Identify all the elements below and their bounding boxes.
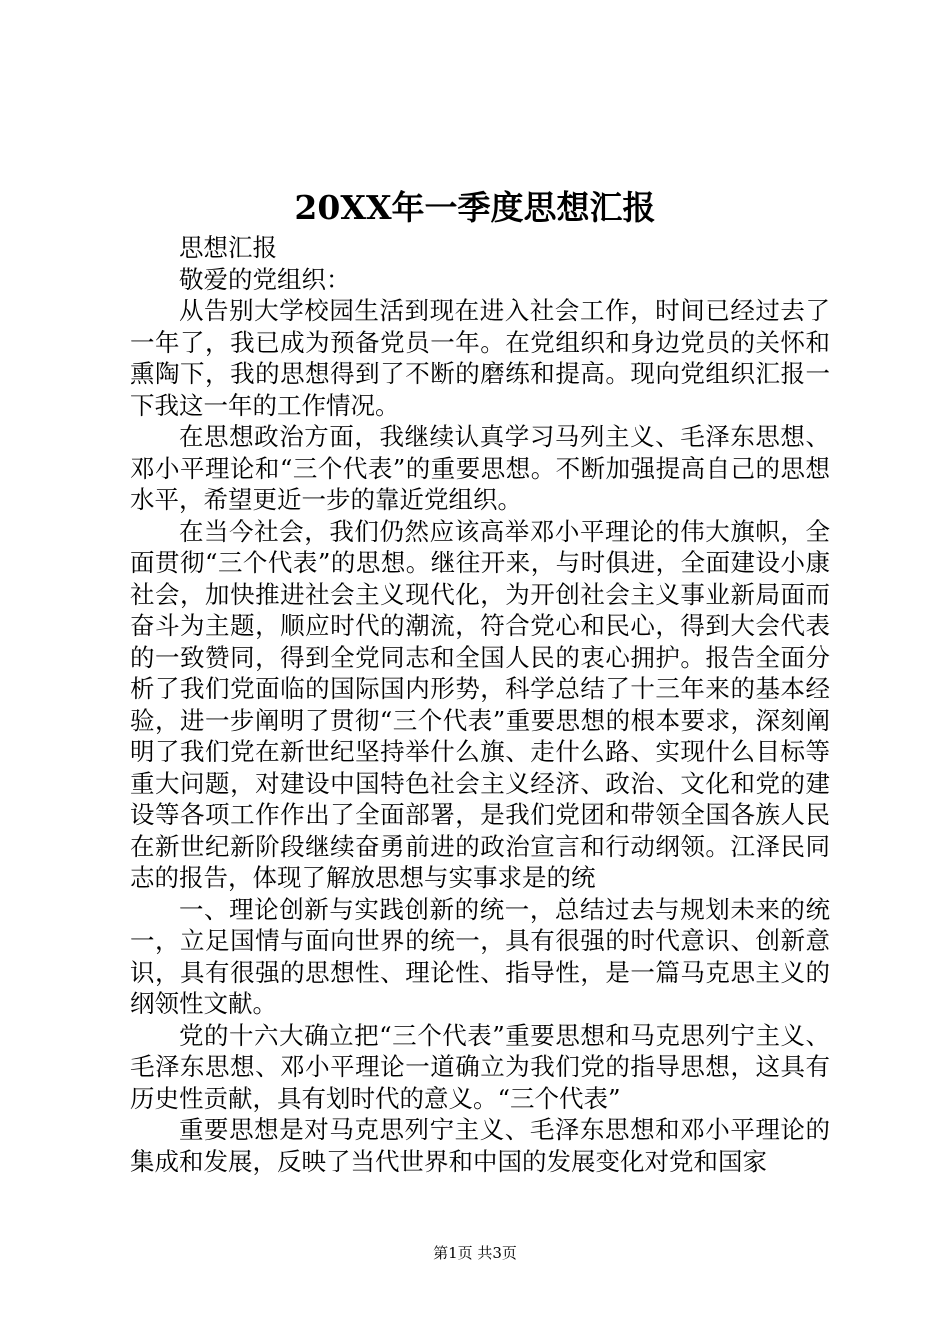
- paragraph: 党的十六大确立把“三个代表”重要思想和马克思列宁主义、毛泽东思想、邓小平理论一道确立为我们党的指导思想，这具有历史性贡献，具有划时代的意义。“三个代表”: [130, 1020, 830, 1113]
- paragraph: 在思想政治方面，我继续认真学习马列主义、毛泽东思想、邓小平理论和“三个代表”的重要思想。不断加强提高自己的思想水平，希望更近一步的靠近党组织。: [130, 422, 830, 514]
- paragraph: 思想汇报: [179, 233, 277, 262]
- paragraph: 重要思想是对马克思列宁主义、毛泽东思想和邓小平理论的集成和发展，反映了当代世界和中国的发展变化对党和国家: [130, 1115, 830, 1176]
- paragraph: 一、理论创新与实践创新的统一，总结过去与规划未来的统一，立足国情与面向世界的统一，具有很强的时代意识、创新意识，具有很强的思想性、理论性、指导性，是一篇马克思主义的纲领性文献。: [130, 894, 830, 1018]
- document-title: 20XX年一季度思想汇报: [294, 188, 656, 227]
- paragraph: 敬爱的党组织：: [179, 264, 351, 294]
- paragraph: 在当今社会，我们仍然应该高举邓小平理论的伟大旗帜，全面贯彻“三个代表”的思想。继往开来，与时俱进，全面建设小康社会，加快推进社会主义现代化，为开创社会主义事业新局面而奋斗为主题，顺应时代的潮流，符合党心和民心，得到大会代表的一致赞同，得到全党同志和全国人民的衷心拥护。报告全面分析了我们党面临的国际国内形势，科学总结了十三年来的基本经验，进一步阐明了贯彻“三个代表”重要思想的根本要求，深刻阐明了我们党在新世纪坚持举什么旗、走什么路、实现什么目标等重大问题，对建设中国特色社会主义经济、政治、文化和党的建设等各项工作作出了全面部署，是我们党团和带领全国各族人民在新世纪新阶段继续奋勇前进的政治宣言和行动纲领。江泽民同志的报告，体现了解放思想与实事求是的统: [130, 516, 830, 892]
- document-body: [130, 232, 830, 1177]
- paragraph: 从告别大学校园生活到现在进入社会工作，时间已经过去了一年了，我已成为预备党员一年。在党组织和身边党员的关怀和熏陶下，我的思想得到了不断的磨练和提高。现向党组织汇报一下我这一年的工作情况。: [130, 296, 830, 420]
- page-number-footer: 第1页 共3页: [433, 1244, 517, 1262]
